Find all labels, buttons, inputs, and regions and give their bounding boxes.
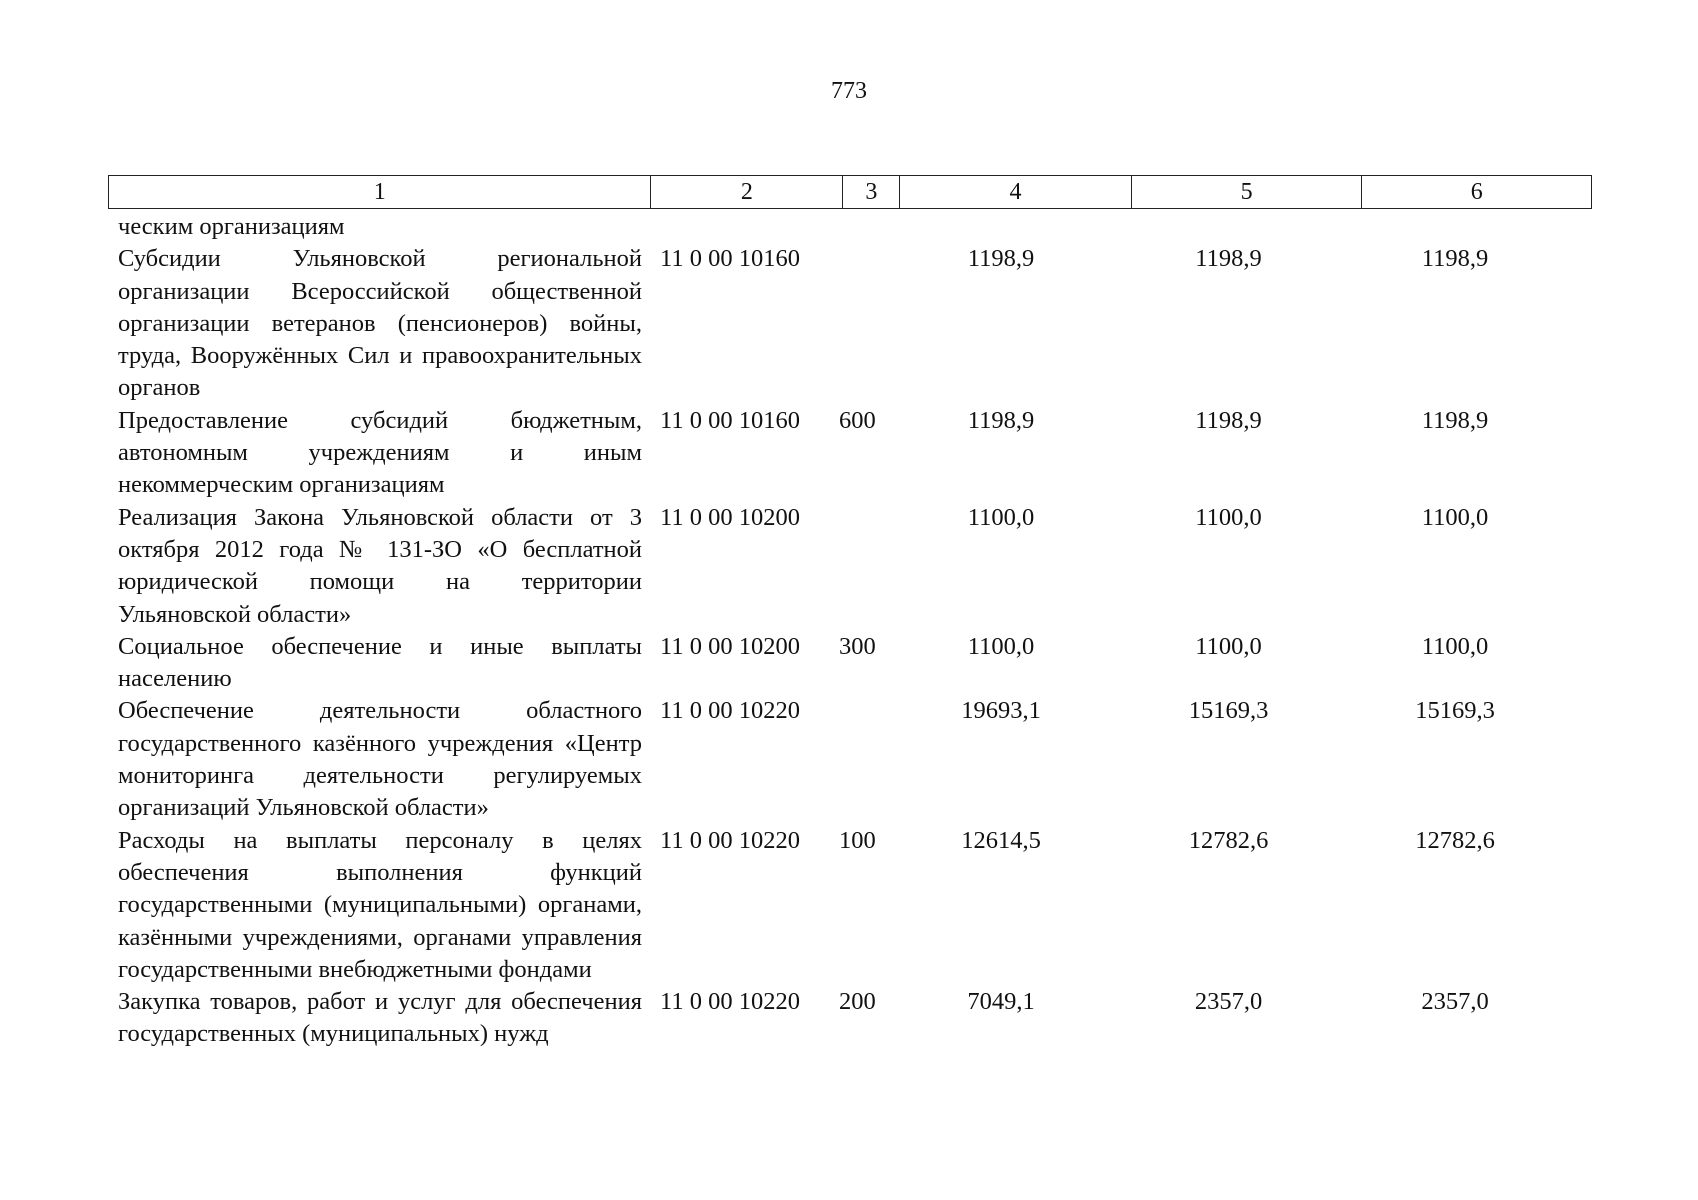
row-description: Социальное обеспечение и иные выплаты населению: [118, 632, 642, 693]
budget-table-body: [108, 211, 1592, 1051]
table-row: [108, 825, 1592, 986]
row-expense-type: [831, 695, 887, 824]
table-row: [108, 986, 1592, 1051]
column-header-4: 4: [900, 176, 1132, 209]
row-value-col4: 1198,9: [967, 245, 1035, 273]
column-header-5: 5: [1131, 176, 1362, 209]
row-value-col5: 2357,0: [1194, 988, 1263, 1016]
row-description: Закупка товаров, работ и услуг для обеспечения государственных (муниципальных) нужд: [118, 988, 642, 1048]
row-expense-type: 600: [839, 406, 876, 434]
column-header-1: 1: [109, 176, 651, 209]
row-code: 11 0 00 10200: [660, 632, 800, 660]
row-value-col5: 1100,0: [1195, 503, 1262, 531]
row-value-col6: 1100,0: [1421, 503, 1489, 531]
row-value-col4: 7049,1: [967, 988, 1035, 1016]
row-value-col6: 12782,6: [1415, 826, 1495, 854]
row-value-col6: 2357,0: [1421, 988, 1489, 1016]
row-value-col4: 12614,5: [961, 826, 1041, 854]
row-value-col6: 1198,9: [1421, 406, 1489, 434]
row-expense-type: 200: [839, 988, 876, 1016]
column-header-row: [109, 176, 1592, 209]
row-value-col4: 19693,1: [961, 697, 1041, 725]
column-header-6: 6: [1362, 176, 1592, 209]
row-description: Обеспечение деятельности областного государственного казённого учреждения «Центр мониторинга деятельности регулируемых организаций Ульяновской области»: [118, 697, 642, 822]
table-row: [108, 405, 1592, 502]
row-expense-type: [831, 243, 887, 404]
column-header-3: 3: [843, 176, 900, 209]
row-description: Реализация Закона Ульяновской области от 3 октября 2012 года № 131-ЗО «О бесплатной юридической помощи на территории Ульяновской области»: [118, 503, 642, 628]
row-code: 11 0 00 10220: [660, 697, 800, 725]
row-value-col4: 1100,0: [967, 632, 1035, 660]
row-value-col5: 15169,3: [1188, 697, 1269, 725]
row-expense-type: 300: [839, 632, 876, 660]
row-value-col6: 1100,0: [1421, 632, 1489, 660]
page-number: 773: [831, 78, 867, 104]
row-description: Предоставление субсидий бюджетным, автономным учреждениям и иным некоммерческим организациям: [118, 406, 642, 499]
column-header-2: 2: [651, 176, 843, 209]
row-value-col5: 1100,0: [1195, 632, 1262, 660]
row-value-col6: 1198,9: [1421, 245, 1489, 273]
continuation-text: ческим организациям: [118, 213, 345, 240]
row-value-col6: 15169,3: [1415, 697, 1495, 725]
row-value-col5: 1198,9: [1195, 406, 1262, 434]
row-value-col5: 12782,6: [1188, 826, 1269, 854]
column-header-table: [108, 175, 1592, 209]
table-row: [108, 631, 1592, 696]
row-code: 11 0 00 10220: [660, 988, 800, 1016]
row-code: 11 0 00 10220: [660, 826, 800, 854]
row-expense-type: 100: [839, 826, 876, 854]
table-row: [108, 502, 1592, 631]
row-value-col4: 1100,0: [967, 503, 1035, 531]
row-description: Субсидии Ульяновской региональной организации Всероссийской общественной организации ветеранов (пенсионеров) войны, труда, Вооружённых Сил и правоохранительных органов: [118, 245, 642, 402]
row-value-col4: 1198,9: [967, 406, 1035, 434]
row-code: 11 0 00 10160: [660, 245, 800, 273]
row-value-col5: 1198,9: [1195, 245, 1262, 273]
row-code: 11 0 00 10160: [660, 406, 800, 434]
table-row: [108, 695, 1592, 824]
table-row: [108, 243, 1592, 404]
row-expense-type: [831, 502, 887, 631]
row-description: Расходы на выплаты персоналу в целях обеспечения выполнения функций государственными (муниципальными) органами, казёнными учреждениями, органами управления государственными внебюджетными фондами: [118, 826, 642, 983]
row-code: 11 0 00 10200: [660, 503, 800, 531]
